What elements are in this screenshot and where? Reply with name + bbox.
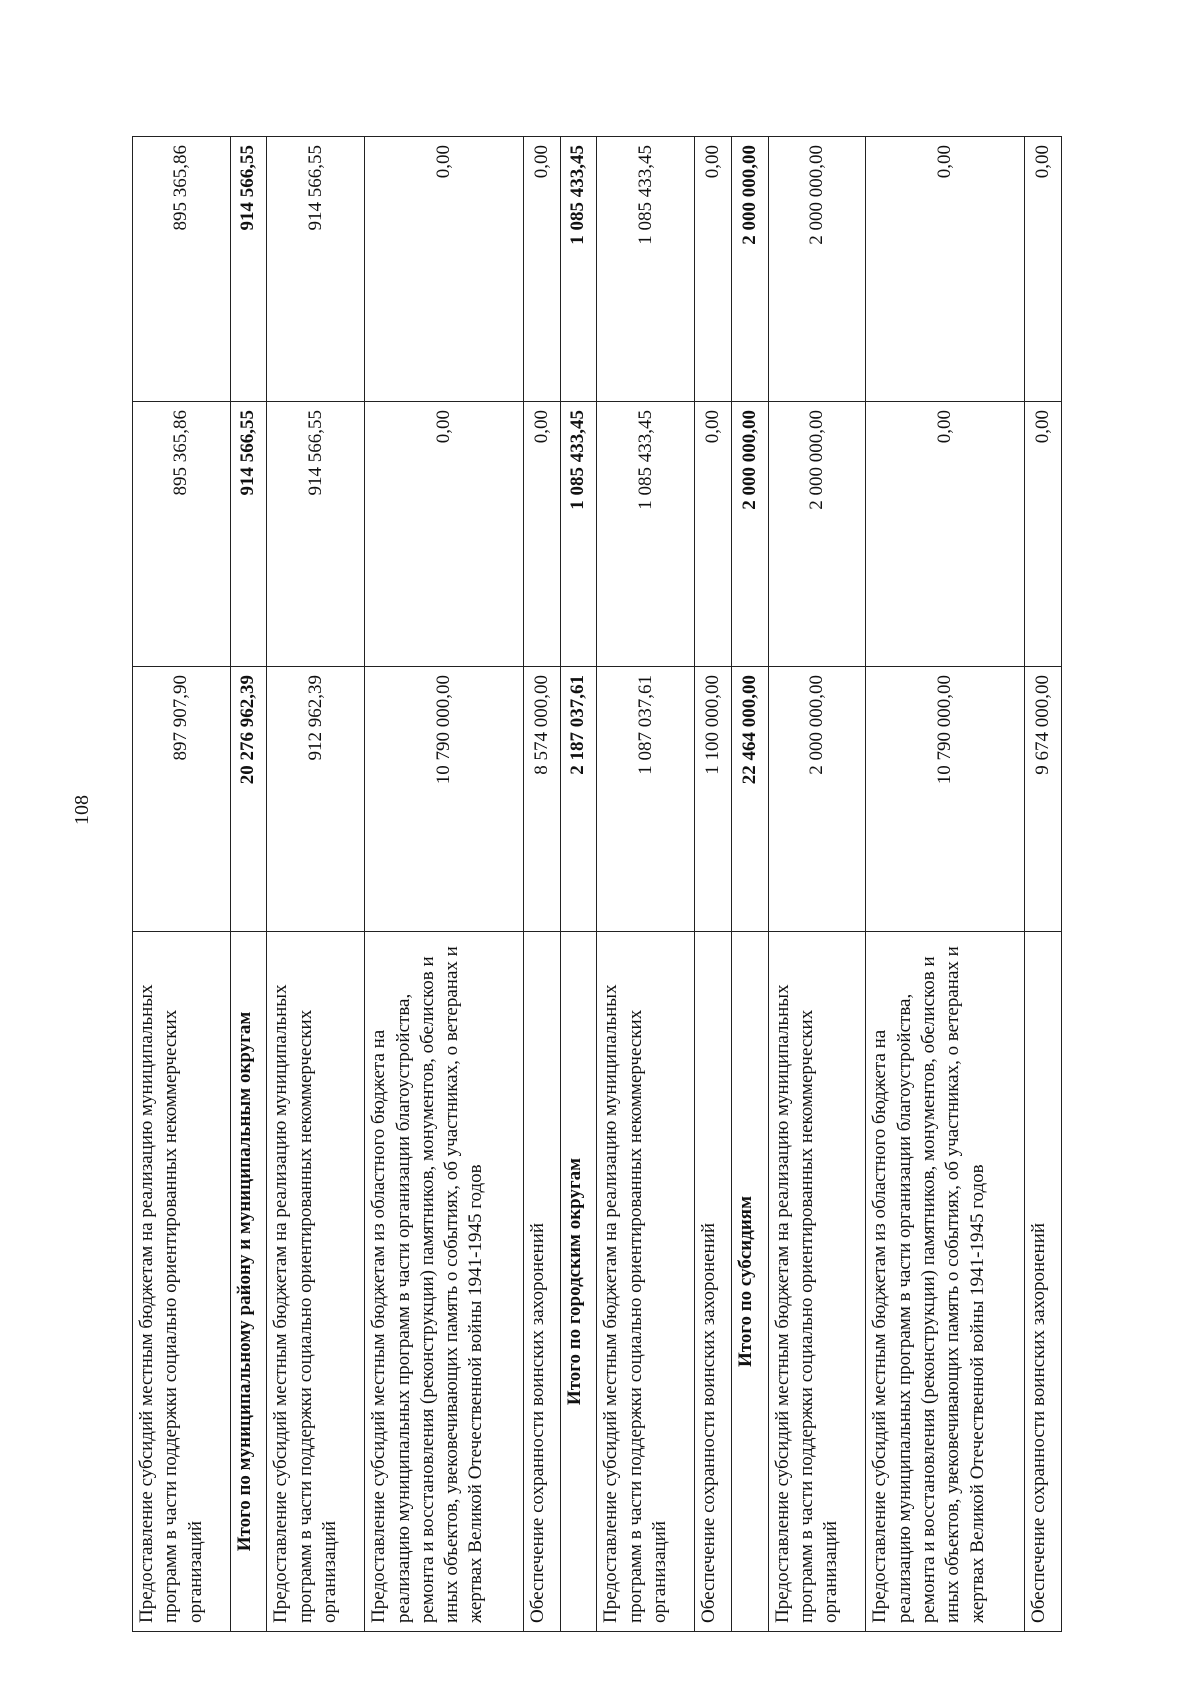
table-row (267, 137, 365, 1632)
row-value-2: 1 085 433,45 (597, 402, 695, 667)
table-row (597, 137, 695, 1632)
row-value-1: 22 464 000,00 (731, 667, 768, 932)
row-value-2: 0,00 (695, 402, 732, 667)
row-value-1: 10 790 000,00 (866, 667, 1025, 932)
table-total-row (230, 137, 267, 1632)
row-value-2: 914 566,55 (267, 402, 365, 667)
row-description: Предоставление субсидий местным бюджетам на реализацию муниципальных программ в части поддержки социально ориентированных некоммерческих организаций (133, 932, 231, 1632)
row-value-1: 1 100 000,00 (695, 667, 732, 932)
table-row (1025, 137, 1062, 1632)
row-value-3: 2 000 000,00 (731, 137, 768, 402)
row-description: Обеспечение сохранности воинских захоронений (1025, 932, 1062, 1632)
row-value-3: 0,00 (695, 137, 732, 402)
row-value-2: 0,00 (523, 402, 560, 667)
row-value-3: 0,00 (523, 137, 560, 402)
page-number: 108 (71, 795, 93, 825)
row-value-2: 2 000 000,00 (731, 402, 768, 667)
row-value-1: 20 276 962,39 (230, 667, 267, 932)
row-value-2: 895 365,86 (133, 402, 231, 667)
table-row (133, 137, 231, 1632)
row-description: Итого по городским округам (560, 932, 597, 1632)
table-total-row (731, 137, 768, 1632)
row-value-1: 897 907,90 (133, 667, 231, 932)
row-description: Обеспечение сохранности воинских захоронений (695, 932, 732, 1632)
row-value-1: 8 574 000,00 (523, 667, 560, 932)
row-value-3: 1 085 433,45 (597, 137, 695, 402)
row-value-3: 0,00 (1025, 137, 1062, 402)
row-description: Предоставление субсидий местным бюджетам из областного бюджета на реализацию муниципальных программ в части организации благоустройства, ремонта и восстановления (реконструкции) памятников, монументов, обелисков и иных объектов, увековечивающих память о событиях, об участниках, о ветеранах и жертвах Великой Отечественной войны 1941-1945 годов (365, 932, 524, 1632)
row-description: Предоставление субсидий местным бюджетам на реализацию муниципальных программ в части поддержки социально ориентированных некоммерческих организаций (597, 932, 695, 1632)
row-value-3: 895 365,86 (133, 137, 231, 402)
subsidies-table (132, 136, 1062, 1632)
table-row (695, 137, 732, 1632)
row-value-1: 9 674 000,00 (1025, 667, 1062, 932)
row-description: Предоставление субсидий местным бюджетам на реализацию муниципальных программ в части поддержки социально ориентированных некоммерческих организаций (267, 932, 365, 1632)
row-value-2: 914 566,55 (230, 402, 267, 667)
row-description: Обеспечение сохранности воинских захоронений (523, 932, 560, 1632)
row-value-2: 0,00 (866, 402, 1025, 667)
row-value-3: 914 566,55 (230, 137, 267, 402)
row-value-2: 0,00 (1025, 402, 1062, 667)
row-value-2: 0,00 (365, 402, 524, 667)
row-description: Предоставление субсидий местным бюджетам из областного бюджета на реализацию муниципальных программ в части организации благоустройства, ремонта и восстановления (реконструкции) памятников, монументов, обелисков и иных объектов, увековечивающих память о событиях, об участниках, о ветеранах и жертвах Великой Отечественной войны 1941-1945 годов (866, 932, 1025, 1632)
row-value-1: 912 962,39 (267, 667, 365, 932)
row-value-2: 2 000 000,00 (768, 402, 866, 667)
row-value-1: 10 790 000,00 (365, 667, 524, 932)
row-value-3: 0,00 (365, 137, 524, 402)
table-row (365, 137, 524, 1632)
table-total-row (560, 137, 597, 1632)
table-row (523, 137, 560, 1632)
row-value-3: 914 566,55 (267, 137, 365, 402)
row-value-3: 1 085 433,45 (560, 137, 597, 402)
rotated-page-content (132, 137, 1062, 1632)
row-value-1: 2 187 037,61 (560, 667, 597, 932)
row-description: Предоставление субсидий местным бюджетам на реализацию муниципальных программ в части поддержки социально ориентированных некоммерческих организаций (768, 932, 866, 1632)
row-value-3: 2 000 000,00 (768, 137, 866, 402)
table-row (866, 137, 1025, 1632)
row-value-3: 0,00 (866, 137, 1025, 402)
row-value-2: 1 085 433,45 (560, 402, 597, 667)
row-value-1: 1 087 037,61 (597, 667, 695, 932)
row-value-1: 2 000 000,00 (768, 667, 866, 932)
table-body (133, 137, 1062, 1632)
row-description: Итого по муниципальному району и муниципальным округам (230, 932, 267, 1632)
table-row (768, 137, 866, 1632)
row-description: Итого по субсидиям (731, 932, 768, 1632)
